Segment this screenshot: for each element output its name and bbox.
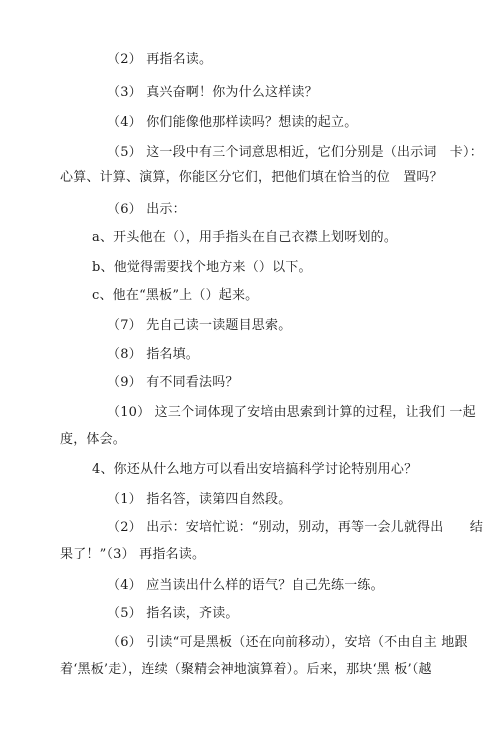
text-line: （2） 出示：安培忙说：“别动，别动，再等一会儿就得出 结 [107, 520, 484, 535]
text-line: （5） 这一段中有三个词意思相近，它们分别是（出示词 卡）： [107, 145, 483, 160]
text-line: b、他觉得需要找个地方来（）以下。 [92, 260, 312, 275]
text-line: 度，体会。 [60, 432, 127, 447]
text-line: （3） 真兴奋啊！你为什么这样读？ [107, 85, 318, 100]
text-line: 着‘黑板’走），连续（聚精会神地演算着）。后来，那块‘黑 板’（越 [60, 662, 432, 677]
text-line: （9） 有不同看法吗？ [107, 375, 239, 390]
text-line: 心算、计算、演算，你能区分它们，把他们填在恰当的位 置吗？ [60, 170, 443, 185]
text-line: （10） 这三个词体现了安培由思索到计算的过程，让我们 一起 [107, 405, 476, 420]
text-line: （4） 你们能像他那样读吗？想读的起立。 [107, 115, 358, 130]
text-line: （7） 先自己读一读题目思索。 [107, 318, 292, 333]
text-line: c、他在“黑板”上（）起来。 [92, 288, 259, 303]
text-line: （6） 出示： [107, 202, 186, 217]
text-line: （6） 引读“可是黑板（还在向前移动），安培（不由自主 地跟 [107, 635, 468, 650]
text-line: （5） 指名读，齐读。 [107, 606, 239, 621]
text-line: 4、你还从什么地方可以看出安培搞科学讨论特别用心？ [92, 462, 418, 477]
text-line: 果了！”（3） 再指名读。 [60, 547, 206, 562]
text-line: （4） 应当读出什么样的语气？自己先练一练。 [107, 578, 384, 593]
text-line: （2） 再指名读。 [107, 52, 213, 67]
text-line: a、开头他在（），用手指头在自己衣襟上划呀划的。 [92, 230, 398, 245]
text-line: （1） 指名答，读第四自然段。 [107, 492, 292, 507]
text-line: （8） 指名填。 [107, 347, 200, 362]
